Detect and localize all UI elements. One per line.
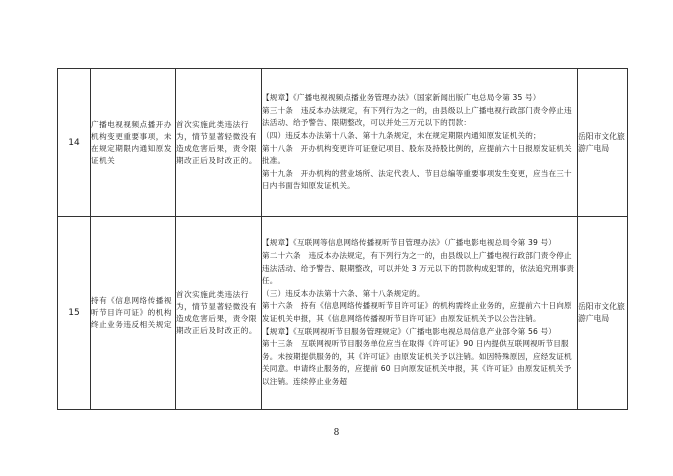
row-number: 14 <box>58 69 91 217</box>
basis-line: 【规章】《互联网等信息网络传播视听节目管理办法》（广播电影电视总局令第 39 号） <box>262 238 557 248</box>
violation-table <box>57 68 628 410</box>
enforcement-department: 岳阳市文化旅游广电局 <box>578 69 628 217</box>
enforcement-department: 岳阳市文化旅游广电局 <box>578 217 628 410</box>
row-number: 15 <box>58 217 91 410</box>
violation-matter: 广播电视视频点播开办机构变更重要事项，未在规定期限内通知原发证机关 <box>91 69 176 217</box>
exemption-condition: 首次实施此类违法行为，情节显著轻微没有造成危害后果，责令限期改正后及时改正的。 <box>176 217 262 410</box>
basis-line: （四）违反本办法第十八条、第十九条规定，未在规定期限内通知原发证机关的； <box>262 130 541 140</box>
basis-line: 第二十六条 违反本办法规定，有下列行为之一的，由县级以上广播电视行政部门责令停止违法活动、给予警告、限期整改，可以并处 3 万元以下的罚款构成犯罪的，依法追究刑事责任。 <box>262 251 575 286</box>
table-row <box>58 217 628 410</box>
page-number: 8 <box>333 428 340 438</box>
basis-line: （三）违反本办法第十六条、第十八条规定的。 <box>262 288 425 298</box>
table-row <box>58 69 628 217</box>
basis-line: 【规章】《互联网视听节目服务管理规定》（广播电影电视总局信息产业部令第 56 号） <box>262 326 557 336</box>
basis-line: 第十六条 持有《信息网络传播视听节目许可证》的机构需终止业务的，应提前六十日向原发证机关申报，其《信息网络传播视听节目许可证》由原发证机关予以公告注销。 <box>262 301 572 323</box>
basis-line: 【规章】《广播电视视频点播业务管理办法》（国家新闻出版广电总局令第 35 号） <box>262 93 541 103</box>
legal-basis <box>262 69 578 217</box>
exemption-condition: 首次实施此类违法行为，情节显著轻微没有造成危害后果，责令限期改正后及时改正的。 <box>176 69 262 217</box>
violation-matter: 持有《信息网络传播视听节目许可证》的机构终止业务违反相关规定 <box>91 217 176 410</box>
basis-line: 第三十条 违反本办法规定，有下列行为之一的，由县级以上广播电视行政部门责令停止违法活动、给予警告、限期整改，可以并处三万元以下的罚款： <box>262 105 572 128</box>
legal-basis <box>262 217 578 410</box>
basis-line: 第十八条 开办机构变更许可证登记项目、股东及持股比例的，应提前六十日报原发证机关批准。 <box>262 143 572 166</box>
basis-line: 第十九条 开办机构的营业场所、法定代表人、节目总编等重要事项发生变更，应当在三十日内书面告知原发证机关。 <box>262 168 572 191</box>
basis-line: 第十三条 互联网视听节目服务单位应当在取得《许可证》90 日内提供互联网视听节目服务。未按期提供服务的，其《许可证》由原发证机关予以注销。如因特殊原因，应经发证机关同意。申请终止服务的，应提前 60 日向原发证机关申报，其《许可证》由原发证机关予以注销。连续停止业务超 <box>262 339 572 386</box>
